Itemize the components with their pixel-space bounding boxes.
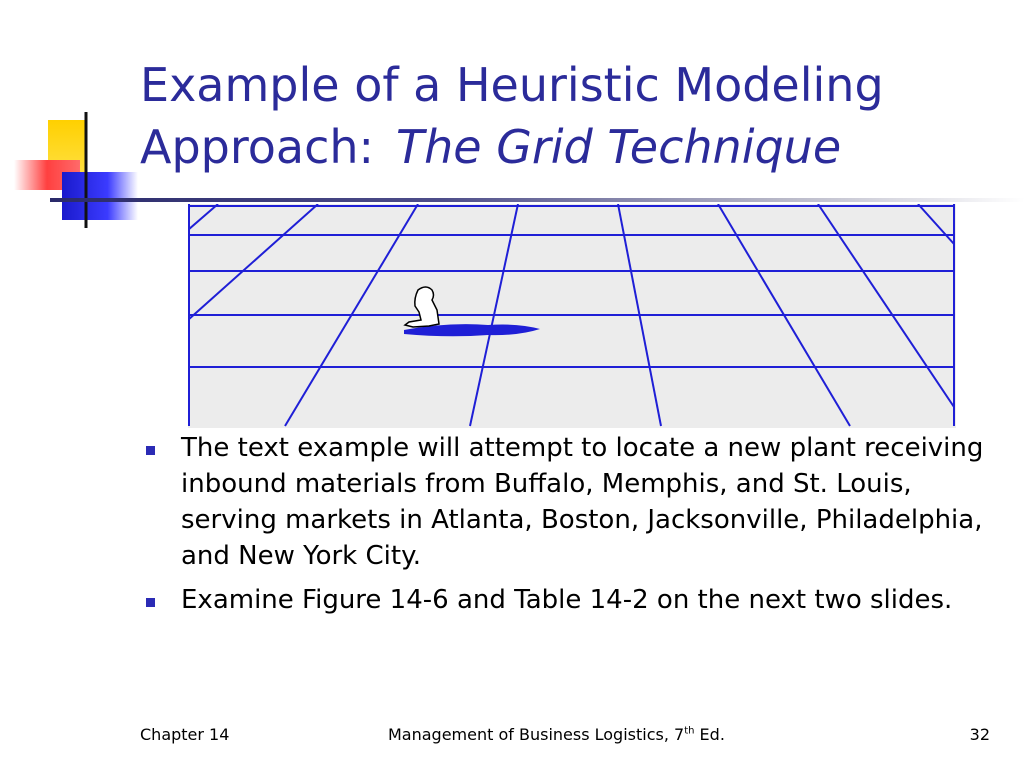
blue-square — [62, 172, 138, 220]
footer-book-sup: th — [684, 725, 695, 737]
title-line-2-italic: The Grid Technique — [396, 120, 842, 174]
grid-illustration — [188, 204, 956, 428]
title-line-1: Example of a Heuristic Modeling — [140, 58, 884, 112]
title-line-2-prefix: Approach: — [140, 120, 375, 174]
bullet-square-icon — [146, 598, 155, 607]
corner-decoration — [0, 0, 140, 240]
bullet-item — [140, 582, 1000, 618]
bullet-list — [140, 430, 1000, 626]
bullet-square-icon — [146, 446, 155, 455]
footer-page-number: 32 — [969, 725, 990, 744]
bullet-text: The text example will attempt to locate a new plant receiving inbound materials from Buffalo, Memphis, and St. Louis, serving markets in Atlanta, Boston, Jacksonville, Philadelphia, and New York City. — [181, 433, 984, 571]
title-line-2 — [140, 116, 1000, 178]
bullet-item — [140, 430, 1000, 574]
title-underline — [50, 198, 1024, 202]
footer-chapter: Chapter 14 — [140, 725, 230, 744]
bullet-text: Examine Figure 14-6 and Table 14-2 on the next two slides. — [181, 585, 953, 615]
footer-book-title — [388, 725, 725, 744]
footer-book-prefix: Management of Business Logistics, 7 — [388, 725, 685, 744]
slide-title — [140, 54, 1000, 178]
footer-book-suffix: Ed. — [694, 725, 725, 744]
